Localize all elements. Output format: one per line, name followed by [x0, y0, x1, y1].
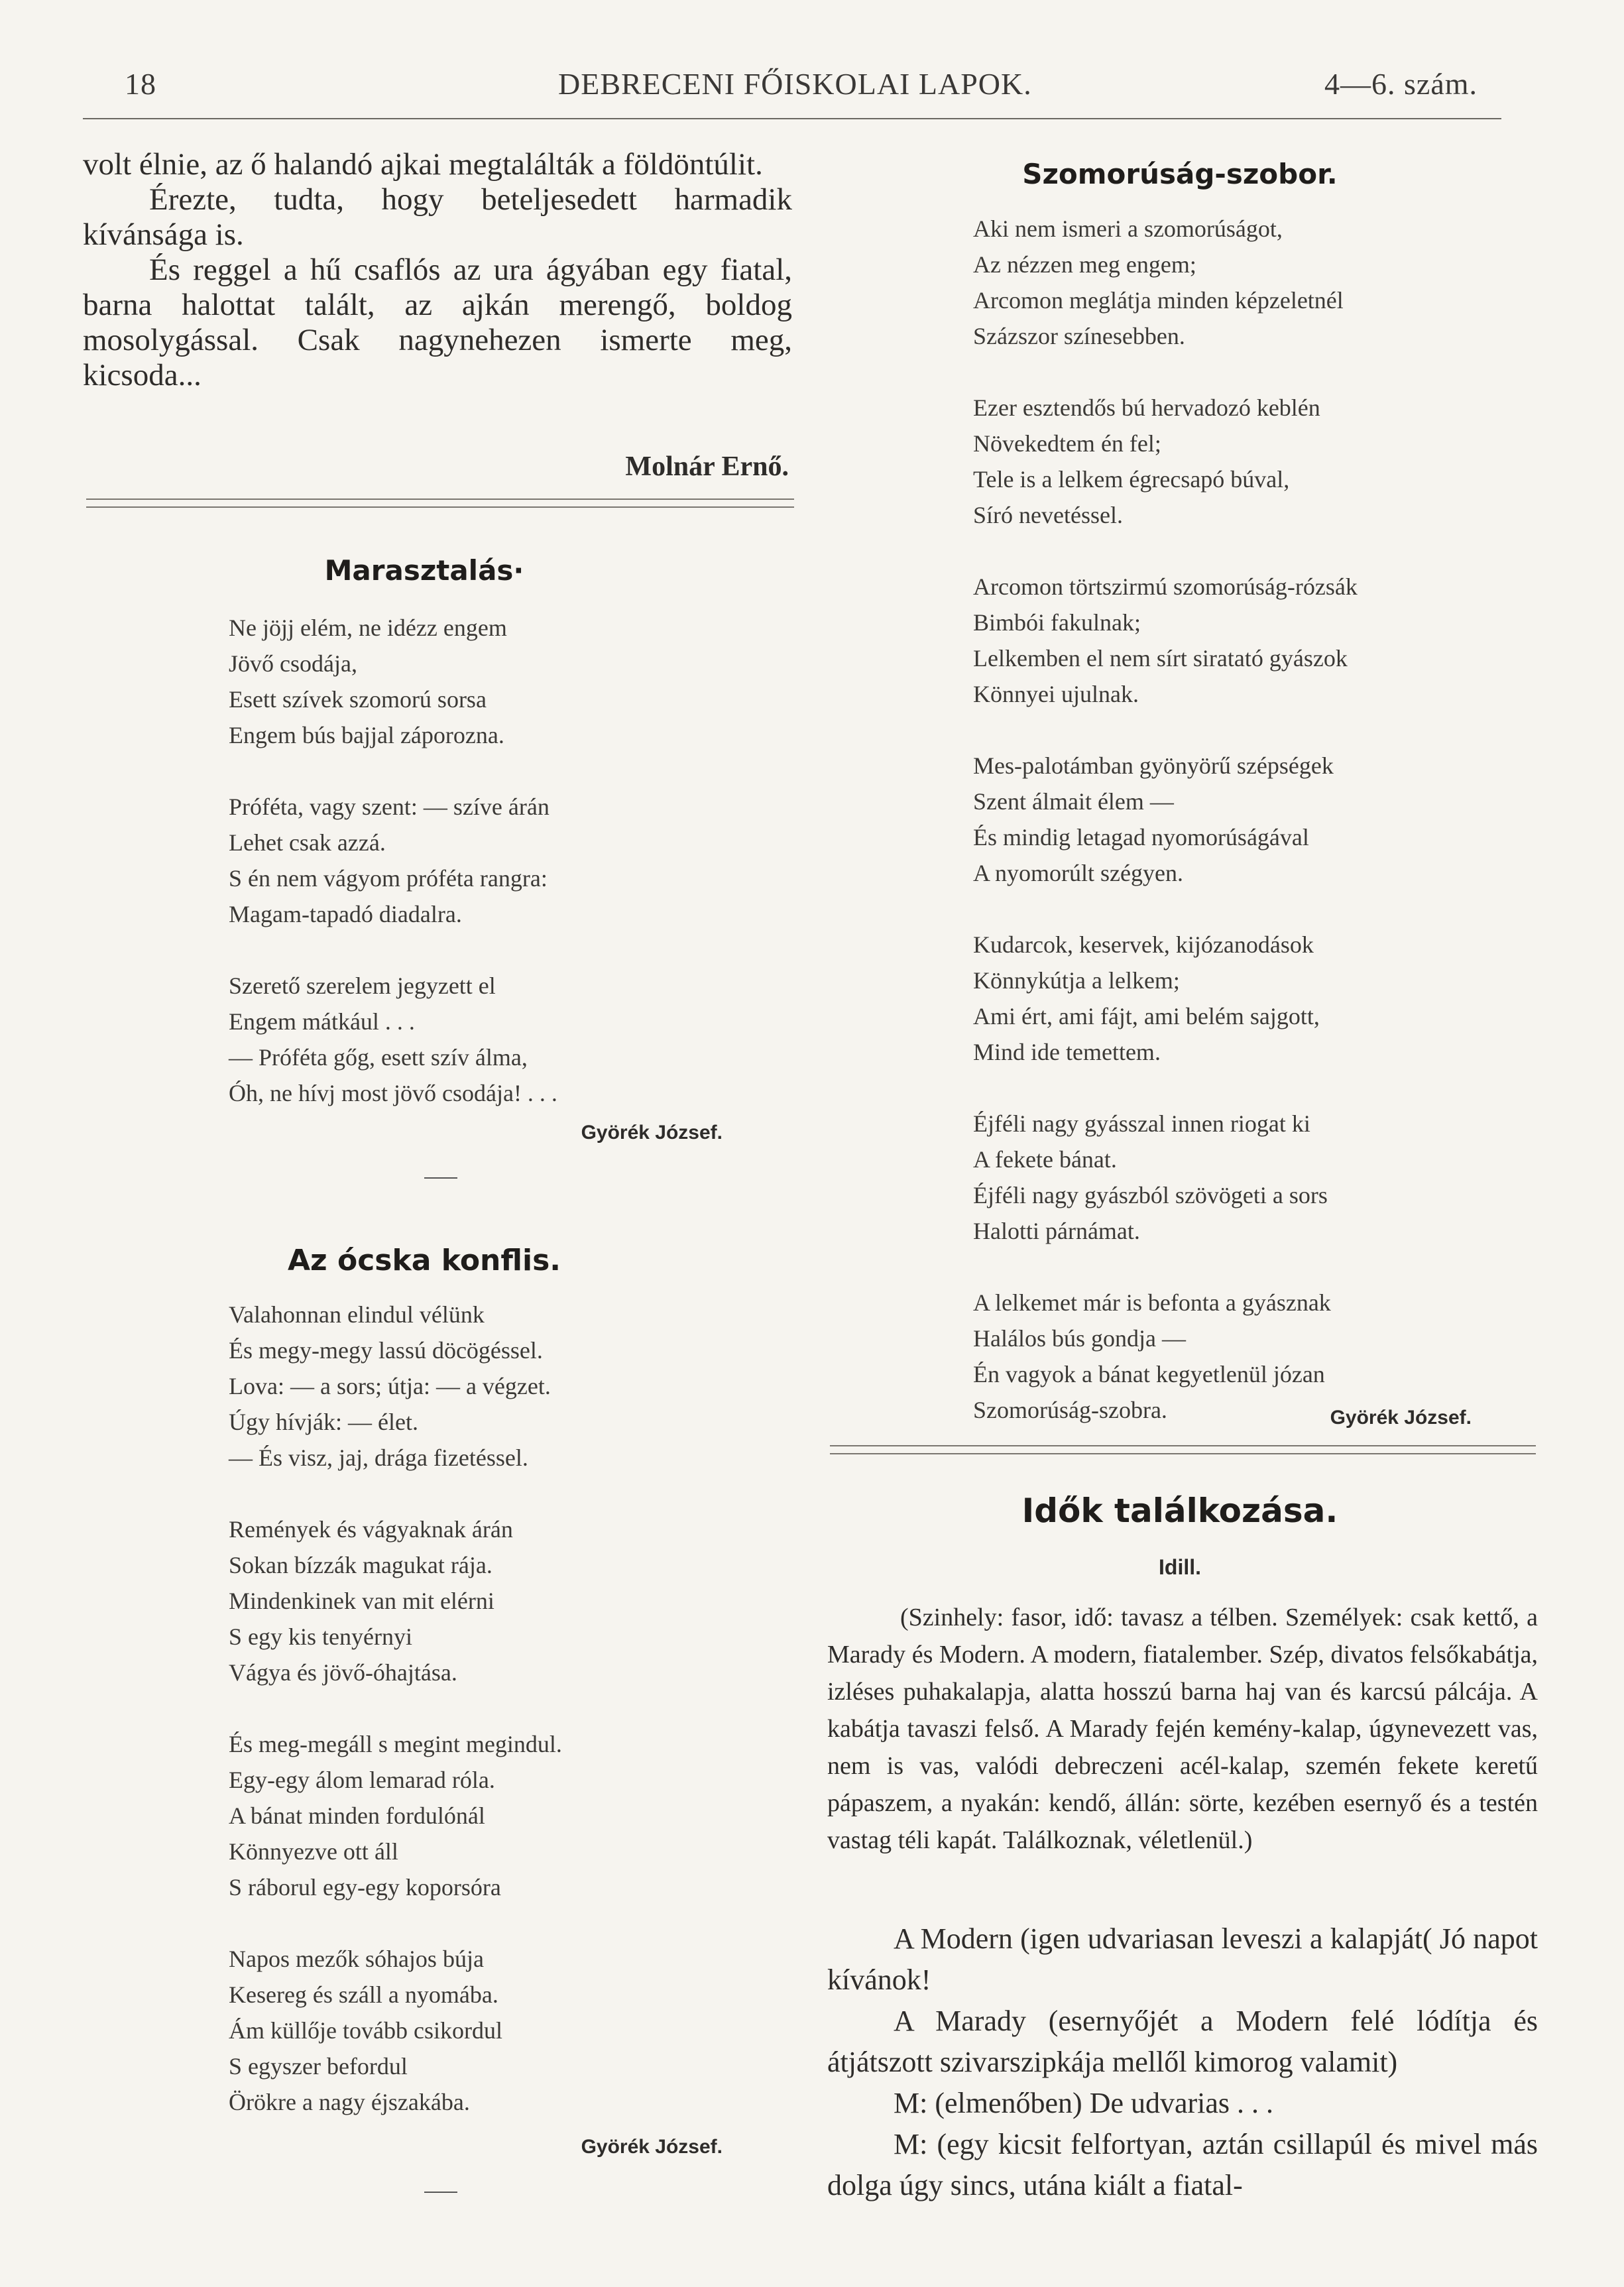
poem-line: Növekedtem én fel;: [973, 430, 1161, 457]
poem-line: — És visz, jaj, drága fizetéssel.: [229, 1444, 528, 1471]
poem-line: Engem mátkául . . .: [229, 1008, 415, 1035]
poem-line: Lova: — a sors; útja: — a végzet.: [229, 1373, 551, 1399]
poem-line: A nyomorúlt szégyen.: [973, 860, 1183, 886]
idyll-dialog: [827, 1918, 1538, 2206]
poem-author: Györék József.: [581, 1122, 723, 1144]
poem-line: Vágya és jövő-óhajtása.: [229, 1659, 457, 1686]
poem-line: Könnyezve ott áll: [229, 1838, 398, 1865]
section-divider: [86, 498, 794, 508]
poem-line: És mindig letagad nyomorúságával: [973, 824, 1309, 850]
poem-line: Halotti párnámat.: [973, 1218, 1140, 1244]
poem-line: Én vagyok a bánat kegyetlenül józan: [973, 1361, 1325, 1387]
poem-line: Százszor színesebben.: [973, 323, 1185, 349]
poem-line: Sokan bízzák magukat rája.: [229, 1552, 493, 1578]
page-number: 18: [125, 67, 156, 101]
idyll-subtitle: Idill.: [1159, 1555, 1201, 1579]
poem-title: Az ócska konflis.: [288, 1244, 561, 1277]
poem-line: Örökre a nagy éjszakába.: [229, 2089, 470, 2115]
poem-title: Marasztalás·: [324, 554, 524, 587]
dialog-line: A Modern (igen udvariasan leveszi a kalapját( Jó napot kívánok!: [827, 1922, 1538, 1996]
poem-line: Próféta, vagy szent: — szíve árán: [229, 793, 550, 820]
poem-line: Mes-palotámban gyönyörű szépségek: [973, 752, 1334, 779]
poem-line: És megy-megy lassú döcögéssel.: [229, 1337, 543, 1364]
poem-line: Szerető szerelem jegyzett el: [229, 972, 496, 999]
separator-dash: [424, 2192, 457, 2193]
poem-line: Valahonnan elindul vélünk: [229, 1301, 485, 1328]
separator-dash: [424, 1177, 457, 1179]
poem-line: És meg-megáll s megint megindul.: [229, 1731, 562, 1757]
poem-line: Tele is a lelkem égrecsapó búval,: [973, 466, 1290, 493]
poem-author: Györék József.: [1330, 1407, 1472, 1429]
poem-line: Arcomon törtszirmú szomorúság-rózsák: [973, 573, 1358, 600]
poem-marasztalas: [229, 610, 759, 1111]
poem-line: S én nem vágyom próféta rangra:: [229, 865, 548, 892]
poem-line: S egy kis tenyérnyi: [229, 1623, 412, 1650]
poem-title: Szomorúság-szobor.: [1022, 158, 1338, 190]
poem-line: Lehet csak azzá.: [229, 829, 386, 856]
story-end: [83, 147, 792, 393]
stanza: [229, 1297, 759, 1476]
poem-line: Könnyei ujulnak.: [973, 681, 1139, 707]
poem-line: Ami ért, ami fájt, ami belém sajgott,: [973, 1003, 1320, 1029]
poem-line: Ne jöjj elém, ne idézz engem: [229, 615, 507, 641]
story-author: Molnár Ernő.: [625, 451, 789, 482]
poem-line: Remények és vágyaknak árán: [229, 1516, 513, 1543]
stanza: [973, 748, 1517, 891]
header-rule: [83, 118, 1501, 119]
stanza: [229, 1726, 759, 1905]
poem-line: Engem bús bajjal záporozna.: [229, 722, 504, 748]
idyll-title: Idők találkozása.: [1021, 1492, 1338, 1530]
stanza: [229, 1941, 759, 2120]
stanza: [229, 610, 759, 753]
dialog-line: M: (egy kicsit felfortyan, aztán csillapúl és mivel más dolga úgy sincs, utána kiált a fiatal-: [827, 2128, 1538, 2201]
poem-ocska-konflis: [229, 1297, 759, 2120]
poem-line: S egyszer befordul: [229, 2053, 408, 2080]
poem-szomorusag-szobor: [973, 211, 1517, 1428]
stanza: [229, 1511, 759, 1690]
poem-line: Lelkemben el nem sírt siratató gyászok: [973, 645, 1348, 672]
poem-line: Jövő csodája,: [229, 650, 357, 677]
poem-line: Óh, ne hívj most jövő csodája! . . .: [229, 1080, 557, 1106]
poem-line: S ráborul egy-egy koporsóra: [229, 1874, 501, 1901]
stanza: [973, 390, 1517, 533]
poem-line: Mind ide temettem.: [973, 1039, 1161, 1065]
stage-direction: [827, 1599, 1538, 1859]
poem-line: Az nézzen meg engem;: [973, 251, 1196, 278]
poem-line: — Próféta gőg, esett szív álma,: [229, 1044, 528, 1071]
poem-line: Aki nem ismeri a szomorúságot,: [973, 215, 1283, 242]
poem-line: Mindenkinek van mit elérni: [229, 1588, 494, 1614]
poem-line: Bimbói fakulnak;: [973, 609, 1141, 636]
issue-number: 4—6. szám.: [1324, 67, 1478, 101]
poem-line: Éjféli nagy gyásszal innen riogat ki: [973, 1110, 1310, 1137]
stage-direction-text: (Szinhely: fasor, idő: tavasz a télben. Személyek: csak kettő, a Marady és Modern. A modern, fiatalember. Szép, divatos felsőkabátja, izléses puhakalapja, alatta hosszú barna haj van és karcsú pálcája. A kabátja tavaszi felső. A Marady fején kemény-kalap, úgynevezett vas, nem is vas, valódi debreczeni acél-kalap, szemén fekete keretű pápaszem, a nyakán: kendő, állán: sörte, kezében esernyő és a testén vastag téli kapát. Találkoznak, véletlenül.): [827, 1604, 1538, 1854]
poem-line: Halálos bús gondja —: [973, 1325, 1186, 1352]
stanza: [229, 968, 759, 1111]
poem-line: Magam-tapadó diadalra.: [229, 901, 462, 927]
stanza: [973, 1106, 1517, 1249]
poem-line: Ám küllője tovább csikordul: [229, 2017, 502, 2044]
poem-line: Úgy hívják: — élet.: [229, 1409, 418, 1435]
poem-line: Szent álmait élem —: [973, 788, 1174, 815]
poem-author: Györék József.: [581, 2136, 723, 2158]
poem-line: Kudarcok, keservek, kijózanodások: [973, 931, 1314, 958]
stanza: [229, 789, 759, 932]
story-paragraph: És reggel a hű csaflós az ura ágyában egy fiatal, barna halottat talált, az ajkán merengő, boldog mosolygással. Csak nagynehezen ismerte meg, kicsoda...: [83, 253, 792, 392]
journal-title: DEBRECENI FŐISKOLAI LAPOK.: [558, 67, 1032, 101]
story-paragraph: volt élnie, az ő halandó ajkai megtalálták a földöntúlit.: [83, 147, 763, 182]
stanza: [973, 927, 1517, 1070]
dialog-line: M: (elmenőben) De udvarias . . .: [894, 2087, 1274, 2119]
poem-line: A fekete bánat.: [973, 1146, 1117, 1173]
story-paragraph: Érezte, tudta, hogy beteljesedett harmadik kívánsága is.: [83, 182, 792, 252]
poem-line: Éjféli nagy gyászból szövögeti a sors: [973, 1182, 1328, 1208]
poem-line: A bánat minden fordulónál: [229, 1802, 485, 1829]
poem-line: Napos mezők sóhajos búja: [229, 1946, 484, 1972]
poem-line: Könnykútja a lelkem;: [973, 967, 1180, 994]
poem-line: Esett szívek szomorú sorsa: [229, 686, 487, 713]
stanza: [973, 569, 1517, 712]
poem-line: Ezer esztendős bú hervadozó keblén: [973, 394, 1320, 421]
poem-line: Egy-egy álom lemarad róla.: [229, 1767, 495, 1793]
dialog-line: A Marady (esernyőjét a Modern felé lódítja és átjátszott szivarszipkája mellől kimorog valamit): [827, 2005, 1538, 2078]
poem-line: Arcomon meglátja minden képzeletnél: [973, 287, 1344, 314]
section-divider: [830, 1445, 1536, 1454]
stanza: [973, 211, 1517, 354]
poem-line: A lelkemet már is befonta a gyásznak: [973, 1289, 1331, 1316]
poem-line: Kesereg és száll a nyomába.: [229, 1981, 498, 2008]
poem-line: Síró nevetéssel.: [973, 502, 1123, 528]
poem-line: Szomorúság-szobra.: [973, 1397, 1167, 1423]
